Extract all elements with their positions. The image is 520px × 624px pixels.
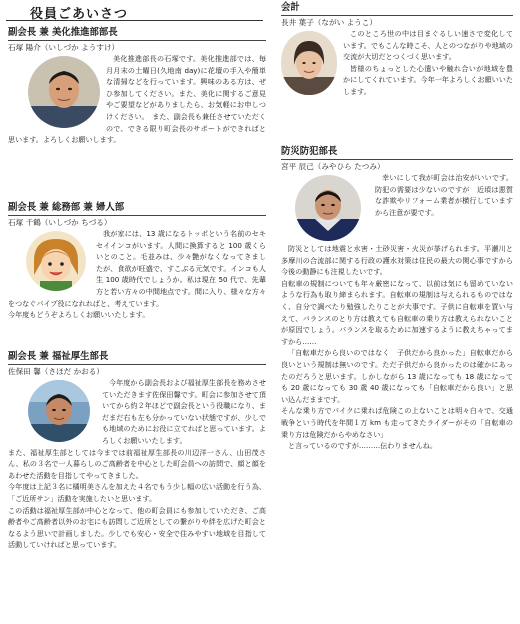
greeting-text-disaster: 防災としては地震と水害・土砂災害・火災が挙げられます。平瀬川と多摩川の合流部に関する行政の護水対策は住民の最大の関心事ですから今後の動静にも注視したいです。 [281,244,513,277]
portrait-photo [28,380,90,442]
greeting-text: このところ世の中は目まぐるしい速さで変化しています。でもこんな時こそ、人とのつながりや地域の交流が大切だとつくづく思います。 [343,29,513,62]
heading-rule [8,364,266,365]
section-somu [8,202,266,321]
heading-rule [8,215,266,216]
greeting-text-bike: そんな乗り方でバイクに乗れば危険この上ないことは明々白々で、交通戦争という時代を年間１万 km も走ってきたライダーがその「自転車の乗り方は危険だからやめなさい」 [281,406,513,439]
portrait-photo [281,31,337,95]
cartoon-portrait [26,231,86,291]
title-underline [6,20,263,21]
section-kaikei [281,2,513,98]
role-heading: 副会長 兼 美化推進部部長 [8,27,118,38]
greeting-text-closing: と言っているのですが………伝わりませんね。 [288,441,437,451]
role-heading: 副会長 兼 総務部 兼 婦人部 [8,202,125,213]
person-name: 石塚 千鶴（いしづか ちづる） [8,218,112,227]
greeting-text-closing: 皆様のちょっとした心遣いや触れ合いが地域を豊かにしてくれています。今年一年よろしくお願いいたします。 [343,63,513,96]
greeting-text-activity: また、福祉厚生部としては今までは前福祉厚生部長の川辺洋一さん、山田茂さん、私の３名で一人暮らしのご高齢者を中心とした町会員への訪問で、顔と顔をあわせた活動を目指してやってきました。 [8,447,266,480]
heading-rule [281,15,513,16]
greeting-text-plan: 今年度は上記３名に橘明美さんを加えた４名でもう少し幅の広い活動を行う為、「ご近所サン」活動を実施したいと思います。 [8,482,266,503]
role-heading: 副会長 兼 福祉厚生部長 [8,351,109,362]
greeting-text: 美化推進部長の石塚です。美化推進部では、毎月月末の土曜日(久地南 day)に花壇の手入や簡単な清掃などを行っています。興味のある方は、ぜひ参加してください。また、美化に関するご意見やご要望などがありましたら、お気軽にお申しつけください。 また、副会長も兼任させていただくので、できる限り町会長のサポートができればと思います。よろしくお願いします。 [8,54,266,145]
page-title: 役員ごあいさつ [30,7,129,22]
greeting-text-bicycle: 自転車の規制についても年々厳密になって、以前は気にも留めていないような行為も取り締まられます。自転車の規制は与えられるものではなく、自分で調べたり勉強したりことが大事です。子供に自転車を買い与えて、バランスのとり方は教えても自転車の乗り方は教えられないことが原因でしょう。バランスを取るために加速するように教えちゃってますから…… [281,278,513,346]
greeting-text-closing: 今年度もどうぞよろしくお願いいたします。 [8,310,150,320]
section-bika [8,27,266,146]
portrait-photo [28,56,100,128]
role-heading: 防災防犯部長 [281,146,338,157]
role-heading: 会計 [281,2,300,13]
person-name: 佐保田 馨（さほだ かおる） [8,367,104,376]
greeting-text-closing: この活動は福祉厚生部が中心となって、他の町会員にも参加していただき、ご高齢者やご高齢者以外のお宅にも訪問しご近所としての繋がりや絆を広げた町会となるよう思いで計画しました。少しでも安心・安全で住みやすい地域を目指して活動していければと思っています。 [8,505,266,550]
section-bohan [281,146,513,452]
person-name: 石塚 陽介（いしづか ようすけ） [8,43,120,52]
greeting-text: 今年度から副会長および福祉厚生部長を務めさせていただきます佐保田馨です。町会に参加させて頂いてから約２年ほどで副会長という役職になり、まだまだ右も左も分かっていない状態ですが、少しでも地域のためにお役に立てればと思っています。よろしくお願いいたします。 [102,378,266,445]
greeting-text: 幸いにして我が町会は治安がいいです。防犯の需要は少ないのですが 近頃は悪質な詐欺やリフォーム業者が横行していますから注意が要です。 [375,173,513,217]
greeting-text-quote: 「自転車だから良いのではなく 子供だから良かった」自転車だから良いという規制は無いのです。ただ子供だから良かったのは確かにあったのだろうと思います。しかしながら 13 歳になっても 18 歳になっても 20 歳になっても 30 歳 40 歳になっても「自転車だから良い」と思い込んだままです。 [281,348,513,404]
section-fukushi [8,351,266,551]
portrait-photo [295,175,361,241]
greeting-text: 我が家には、13 歳になるトッポという名前のセキセイインコがいます。人間に換算すると 100 歳くらいとのこと。毛並みは、少々艶がなくなってきましたが、食欲が旺盛で、すこぶる元気です。インコも人生 100 歳時代でしょうか。私は現在 50 代で、先輩方と若い方々の中間地点です。間に入り、様々な方々をつなぐパイプ役になれればと、考えています。 [8,229,266,308]
heading-rule [281,159,513,160]
person-name: 宮平 辰己（みやひら たつみ） [281,162,385,171]
person-name: 長井 葉子（ながい ようこ） [281,18,377,27]
heading-rule [8,40,266,41]
